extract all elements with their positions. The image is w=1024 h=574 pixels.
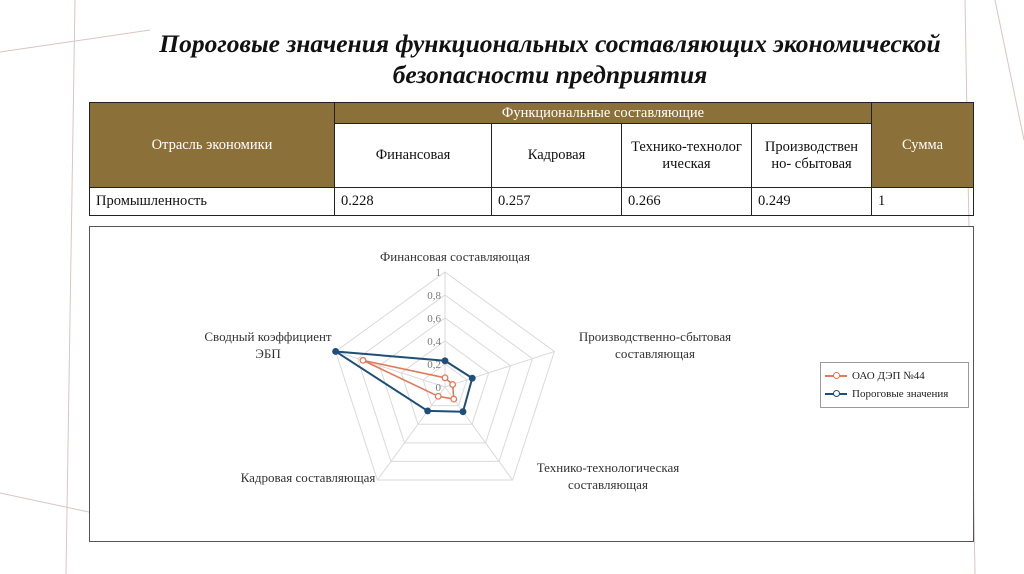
tick-label: 0,8: [427, 290, 441, 302]
tick-label: 0: [435, 382, 441, 394]
page-title-line1: Пороговые значения функциональных составляющих экономической: [159, 29, 941, 58]
header-technical: Технико-технологическая: [622, 124, 752, 188]
axis-label-line: Производственно-сбытовая: [578, 329, 732, 344]
header-functional-components: Функциональные составляющие: [335, 103, 872, 124]
legend-label-actual: ОАО ДЭП №44: [852, 370, 925, 382]
data-point: [442, 358, 448, 364]
header-industry: Отрасль экономики: [90, 103, 335, 188]
data-point: [450, 382, 456, 388]
legend-marker-actual: [833, 372, 840, 379]
axis-label-line: Технико-технологическая: [536, 460, 680, 475]
axis-label: [579, 329, 731, 361]
data-point: [360, 358, 366, 364]
axis-label-line: Кадровая составляющая: [240, 470, 376, 485]
data-point: [442, 375, 448, 381]
header-financial: Финансовая: [335, 124, 492, 188]
axis-label: [204, 329, 332, 361]
cell-sum: 1: [872, 188, 974, 216]
tick-label: 0,2: [427, 359, 441, 371]
page-title-line2: безопасности предприятия: [392, 60, 708, 89]
tick-label: 0,6: [427, 313, 441, 325]
header-production: Производствен но- сбытовая: [752, 124, 872, 188]
cell-technical: 0.266: [622, 188, 752, 216]
grid-spoke: [445, 351, 554, 387]
axis-label-line: Сводный коэффициент: [204, 329, 332, 344]
data-point: [469, 375, 475, 381]
data-point: [333, 349, 339, 355]
axis-label: [537, 460, 680, 492]
data-point: [435, 394, 441, 400]
data-point: [460, 409, 466, 415]
legend-label-threshold: Пороговые значения: [852, 388, 949, 400]
axis-label-line: Финансовая составляющая: [379, 249, 531, 264]
axis-label-line: составляющая: [615, 346, 695, 361]
tick-label: 1: [435, 267, 441, 279]
chart-legend: [820, 362, 969, 408]
axis-label: [380, 249, 530, 264]
header-sum: Сумма: [872, 103, 974, 188]
cell-industry: Промышленность: [90, 188, 335, 216]
legend-marker-threshold: [833, 390, 840, 397]
tick-label: 0,4: [427, 336, 441, 348]
header-personnel: Кадровая: [492, 124, 622, 188]
data-point: [451, 396, 457, 402]
axis-label: [241, 470, 376, 485]
cell-financial: 0.228: [335, 188, 492, 216]
cell-personnel: 0.257: [492, 188, 622, 216]
data-point: [425, 408, 431, 414]
axis-label-line: ЭБП: [255, 346, 281, 361]
axis-label-line: составляющая: [568, 477, 648, 492]
cell-production: 0.249: [752, 188, 872, 216]
